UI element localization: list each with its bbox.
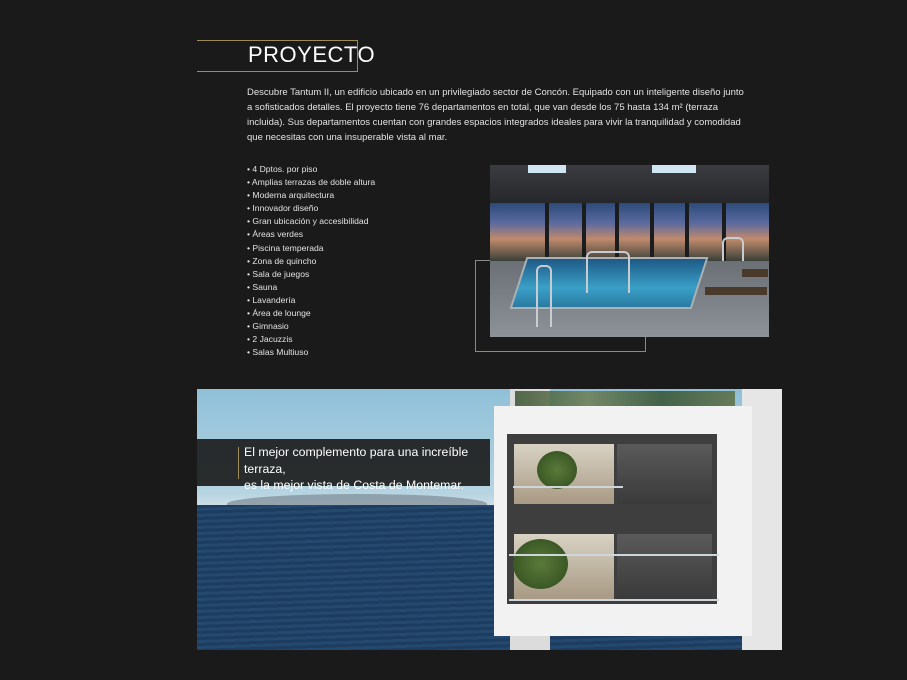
list-item: • Amplias terrazas de doble altura <box>247 176 375 189</box>
banner-caption <box>244 444 492 494</box>
intro-paragraph: Descubre Tantum II, un edificio ubicado en un privilegiado sector de Concón. Equipado con un inteligente diseño junto a sofisticados detalles. El proyecto tiene 76 departamentos en total, que van desde los 75 hasta 134 m² (terraza incluida). Sus departamentos cuentan con grandes espacios integrados ideales para vivir la tranquilidad y comodidad que necesitas con una insuperable vista al mar. <box>247 87 744 143</box>
caption-line-2: es la mejor vista de Costa de Montemar. <box>244 478 465 492</box>
list-item: • Innovador diseño <box>247 202 375 215</box>
list-item: • Lavandería <box>247 294 375 307</box>
list-item: • Gimnasio <box>247 320 375 333</box>
list-item: • Sauna <box>247 281 375 294</box>
list-item: • 4 Dptos. por piso <box>247 163 375 176</box>
features-list <box>247 163 375 359</box>
list-item: • Moderna arquitectura <box>247 189 375 202</box>
list-item: • Salas Multiuso <box>247 346 375 359</box>
caption-line-1: El mejor complemento para una increíble terraza, <box>244 445 469 476</box>
list-item: • Piscina temperada <box>247 242 375 255</box>
list-item: • Áreas verdes <box>247 228 375 241</box>
list-item: • Sala de juegos <box>247 268 375 281</box>
list-item: • Gran ubicación y accesibilidad <box>247 215 375 228</box>
caption-accent-bar <box>238 447 239 479</box>
list-item: • Área de lounge <box>247 307 375 320</box>
list-item: • 2 Jacuzzis <box>247 333 375 346</box>
page-title: PROYECTO <box>248 42 376 67</box>
pool-photo <box>490 165 769 337</box>
terrace-banner-photo <box>197 389 782 650</box>
list-item: • Zona de quincho <box>247 255 375 268</box>
